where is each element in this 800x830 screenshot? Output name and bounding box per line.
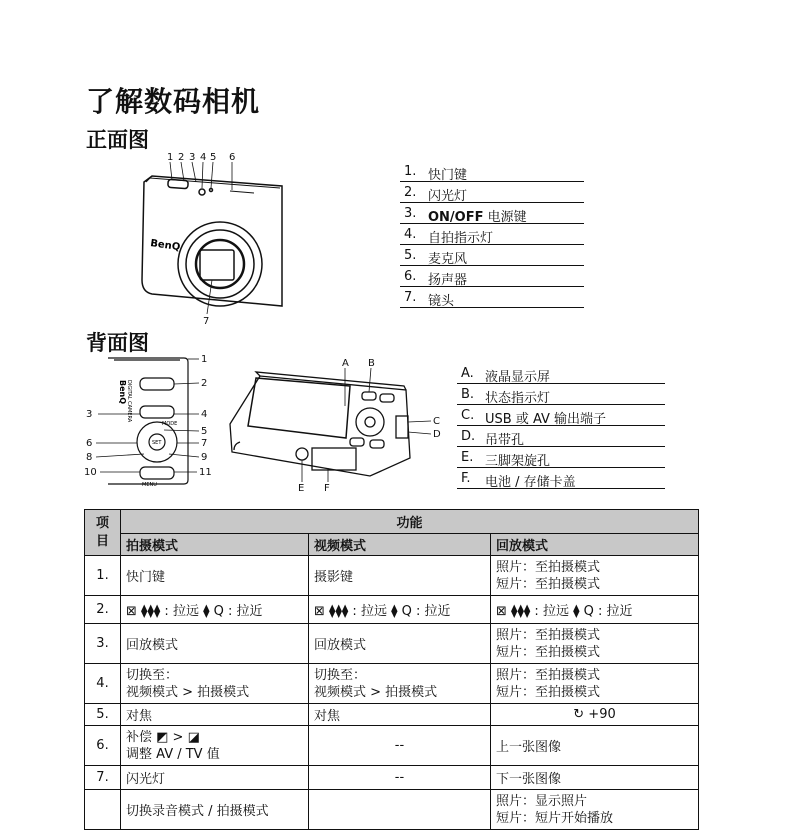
table-row: 1. 快门键 摄影键 照片：至拍摄模式 短片：至拍摄模式 — [85, 556, 699, 596]
back-callout-e: E — [298, 483, 305, 494]
item-header: 项目 — [85, 510, 121, 556]
front-view-heading: 正面图 — [86, 128, 149, 152]
table-row: 7. 闪光灯 -- 下一张图像 — [85, 766, 699, 790]
front-part-6: 6. 扬声器 — [400, 266, 584, 287]
front-camera-figure — [132, 146, 292, 326]
front-callout-3: 3 — [189, 152, 196, 163]
back-callout-c: C — [433, 416, 440, 427]
front-part-1: 1. 快门键 — [400, 161, 584, 182]
back-view-heading: 背面图 — [86, 331, 149, 355]
back-part-c: C. USB 或 AV 输出端子 — [457, 405, 665, 426]
front-callout-2: 2 — [178, 152, 185, 163]
front-callout-1: 1 — [167, 152, 174, 163]
front-part-3: 3. ON/OFF 电源键 — [400, 203, 584, 224]
back-camera-figure — [220, 352, 450, 494]
col-header-video: 视频模式 — [309, 534, 491, 556]
back-callout-2: 2 — [201, 378, 208, 389]
back-callout-11: 11 — [199, 467, 212, 478]
back-part-e: E. 三脚架旋孔 — [457, 447, 665, 468]
page-title: 了解数码相机 — [86, 85, 261, 118]
back-callout-a: A — [342, 358, 349, 369]
back-callout-8: 8 — [86, 452, 93, 463]
back-callout-d: D — [433, 429, 441, 440]
table-row: 4. 切换至： 视频模式 > 拍摄模式 切换至： 视频模式 > 拍摄模式 照片：至拍摄模式 短片：至拍摄模式 — [85, 664, 699, 704]
table-row: 切换录音模式 / 拍摄模式 照片：显示照片 短片：短片开始播放 — [85, 790, 699, 830]
back-part-d: D. 吊带孔 — [457, 426, 665, 447]
back-callout-5: 5 — [201, 426, 208, 437]
back-callout-1: 1 — [201, 354, 208, 365]
set-label: SET — [152, 440, 162, 446]
front-parts-list — [400, 161, 584, 308]
brand-logo: BenQ — [149, 238, 181, 254]
front-callout-4: 4 — [200, 152, 207, 163]
back-callout-7: 7 — [201, 438, 208, 449]
back-parts-list — [457, 363, 665, 489]
back-callout-9: 9 — [201, 452, 208, 463]
back-part-b: B. 状态指示灯 — [457, 384, 665, 405]
back-callout-b: B — [368, 358, 375, 369]
front-part-2: 2. 闪光灯 — [400, 182, 584, 203]
front-callout-7: 7 — [203, 316, 210, 326]
side-model: DIGITAL CAMERA — [126, 380, 132, 423]
side-brand: BenQ — [118, 380, 127, 405]
back-callout-6: 6 — [86, 438, 93, 449]
menu-label: MENU — [142, 482, 157, 488]
function-table — [84, 509, 699, 830]
table-row: 6. 补偿 ◩ > ◪ 调整 AV / TV 值 -- 上一张图像 — [85, 726, 699, 766]
front-part-4: 4. 自拍指示灯 — [400, 224, 584, 245]
table-row: 5. 对焦 对焦 ↻ +90 — [85, 704, 699, 726]
col-header-playback: 回放模式 — [491, 534, 699, 556]
back-panel-figure — [84, 350, 214, 490]
back-part-f: F. 电池 / 存储卡盖 — [457, 468, 665, 489]
front-part-5: 5. 麦克风 — [400, 245, 584, 266]
back-callout-4: 4 — [201, 409, 208, 420]
col-header-capture: 拍摄模式 — [121, 534, 309, 556]
function-header: 功能 — [121, 510, 699, 534]
mode-label: MODE — [162, 421, 178, 427]
front-part-7: 7. 镜头 — [400, 287, 584, 308]
back-callout-f: F — [324, 483, 330, 494]
back-part-a: A. 液晶显示屏 — [457, 363, 665, 384]
back-callout-3: 3 — [86, 409, 93, 420]
table-row: 3. 回放模式 回放模式 照片：至拍摄模式 短片：至拍摄模式 — [85, 624, 699, 664]
front-callout-6: 6 — [229, 152, 236, 163]
table-row: 2. ⊠ ⧫⧫⧫ : 拉远 ⧫ Q : 拉近 ⊠ ⧫⧫⧫ : 拉远 ⧫ Q : 拉近 ⊠ ⧫⧫⧫ : 拉远 ⧫ Q : 拉近 — [85, 596, 699, 624]
back-callout-10: 10 — [84, 467, 97, 478]
front-callout-5: 5 — [210, 152, 217, 163]
